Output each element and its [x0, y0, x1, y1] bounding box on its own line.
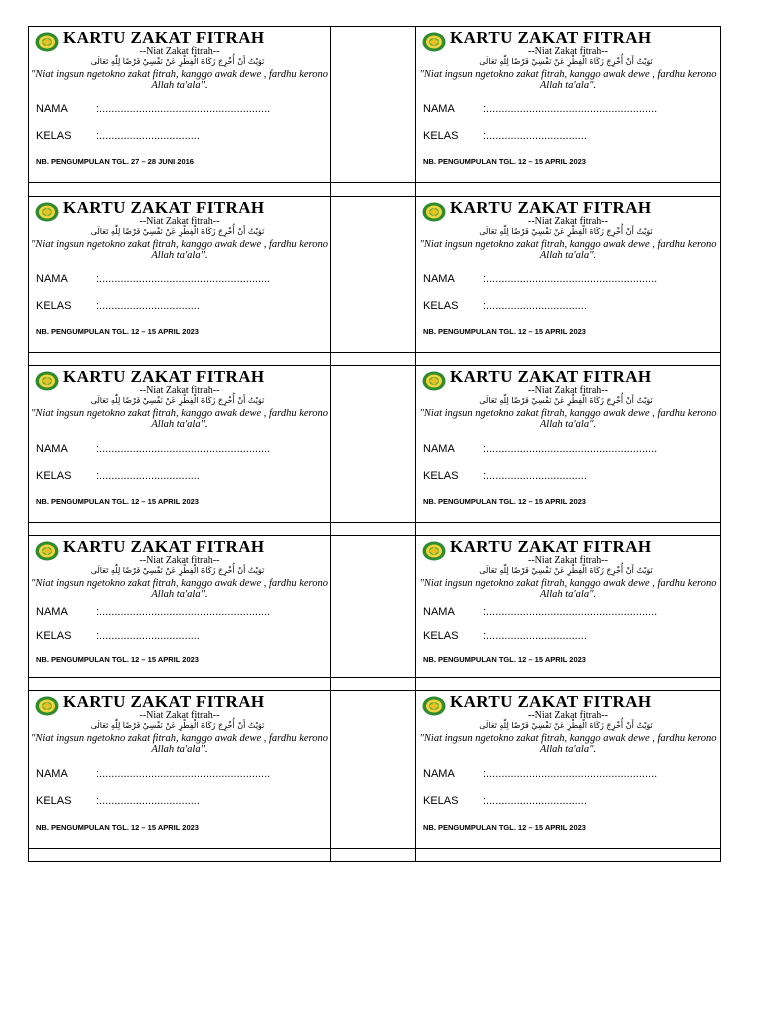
- nama-field: [423, 606, 657, 618]
- card-title: KARTU ZAKAT FITRAH: [450, 367, 652, 386]
- kelas-field: [423, 130, 587, 142]
- collection-date-note: NB. PENGUMPULAN TGL. 12 – 15 APRIL 2023: [36, 822, 199, 832]
- zakat-card-8: [416, 536, 720, 677]
- card-title: KARTU ZAKAT FITRAH: [63, 198, 265, 217]
- collection-date-note: NB. PENGUMPULAN TGL. 12 – 15 APRIL 2023: [423, 157, 586, 167]
- table-vertical-border: [330, 26, 331, 862]
- nama-label: NAMA: [423, 605, 455, 618]
- arabic-niat: نَوَيْتُ أَنْ أُخْرِجَ زَكَاةَ الْفِطْرِ عَنْ نَفْسِيْ فَرْضًا لِلّٰهِ تَعَالَى: [479, 566, 653, 575]
- kelas-blank: :.................................: [483, 629, 587, 642]
- kelas-field: [423, 300, 587, 312]
- collection-date-note: NB. PENGUMPULAN TGL. 12 – 15 APRIL 2023: [36, 327, 199, 337]
- nama-label: NAMA: [423, 273, 455, 286]
- collection-date-note: NB. PENGUMPULAN TGL. 12 – 15 APRIL 2023: [423, 654, 586, 664]
- zakat-card-10: [416, 691, 720, 848]
- niat-translation: "Niat ingsun ngetokno zakat fitrah, kanggo awak dewe , fardhu kerono Allah ta'ala".: [30, 408, 329, 430]
- nama-field: [423, 443, 657, 455]
- nama-label: NAMA: [36, 273, 68, 286]
- card-title: KARTU ZAKAT FITRAH: [450, 28, 652, 47]
- kelas-field: [36, 795, 200, 807]
- collection-date-note: NB. PENGUMPULAN TGL. 12 – 15 APRIL 2023: [423, 497, 586, 507]
- table-row-border: [28, 352, 721, 353]
- kelas-blank: :.................................: [483, 299, 587, 312]
- arabic-niat: نَوَيْتُ أَنْ أُخْرِجَ زَكَاةَ الْفِطْرِ عَنْ نَفْسِيْ فَرْضًا لِلّٰهِ تَعَالَى: [90, 721, 265, 730]
- kelas-blank: :.................................: [483, 129, 587, 142]
- zakat-card-6: [416, 366, 720, 522]
- zakat-card-2: [416, 27, 720, 182]
- card-title: KARTU ZAKAT FITRAH: [63, 692, 265, 711]
- niat-label: --Niat Zakat fitrah--: [139, 46, 220, 57]
- niat-label: --Niat Zakat fitrah--: [139, 555, 220, 566]
- niat-label: --Niat Zakat fitrah--: [528, 46, 608, 57]
- kelas-label: KELAS: [36, 469, 72, 482]
- niat-translation: "Niat ingsun ngetokno zakat fitrah, kanggo awak dewe , fardhu kerono Allah ta'ala".: [419, 69, 717, 91]
- niat-label: --Niat Zakat fitrah--: [528, 710, 608, 721]
- kelas-label: KELAS: [36, 129, 72, 142]
- niat-label: --Niat Zakat fitrah--: [139, 385, 220, 396]
- nama-blank: :........................................................: [483, 103, 658, 116]
- niat-translation: "Niat ingsun ngetokno zakat fitrah, kanggo awak dewe , fardhu kerono Allah ta'ala".: [30, 578, 329, 600]
- nama-blank: :........................................................: [96, 103, 271, 116]
- arabic-niat: نَوَيْتُ أَنْ أُخْرِجَ زَكَاةَ الْفِطْرِ عَنْ نَفْسِيْ فَرْضًا لِلّٰهِ تَعَالَى: [479, 57, 653, 66]
- nama-blank: :........................................................: [483, 442, 658, 455]
- kelas-label: KELAS: [423, 795, 459, 808]
- nama-field: [423, 768, 657, 780]
- nama-label: NAMA: [36, 605, 68, 618]
- nama-field: [36, 768, 270, 780]
- card-title: KARTU ZAKAT FITRAH: [450, 537, 652, 556]
- niat-translation: "Niat ingsun ngetokno zakat fitrah, kanggo awak dewe , fardhu kerono Allah ta'ala".: [419, 578, 717, 600]
- zakat-card-9: [29, 691, 330, 848]
- kelas-field: [36, 300, 200, 312]
- niat-translation: "Niat ingsun ngetokno zakat fitrah, kanggo awak dewe , fardhu kerono Allah ta'ala".: [419, 733, 717, 755]
- niat-translation: "Niat ingsun ngetokno zakat fitrah, kanggo awak dewe , fardhu kerono Allah ta'ala".: [30, 239, 329, 261]
- kelas-field: [423, 470, 587, 482]
- nama-blank: :........................................................: [483, 605, 658, 618]
- arabic-niat: نَوَيْتُ أَنْ أُخْرِجَ زَكَاةَ الْفِطْرِ عَنْ نَفْسِيْ فَرْضًا لِلّٰهِ تَعَالَى: [479, 721, 653, 730]
- niat-translation: "Niat ingsun ngetokno zakat fitrah, kanggo awak dewe , fardhu kerono Allah ta'ala".: [30, 733, 329, 755]
- zakat-card-5: [29, 366, 330, 522]
- nama-field: [423, 103, 657, 115]
- kelas-label: KELAS: [36, 299, 72, 312]
- card-title: KARTU ZAKAT FITRAH: [63, 537, 265, 556]
- zakat-card-7: [29, 536, 330, 677]
- card-title: KARTU ZAKAT FITRAH: [63, 28, 265, 47]
- nama-label: NAMA: [36, 768, 68, 781]
- niat-label: --Niat Zakat fitrah--: [139, 216, 220, 227]
- table-row-border: [28, 677, 721, 678]
- niat-label: --Niat Zakat fitrah--: [528, 555, 608, 566]
- kelas-blank: :.................................: [96, 629, 200, 642]
- table-row-border: [28, 848, 721, 849]
- card-title: KARTU ZAKAT FITRAH: [450, 198, 652, 217]
- zakat-card-3: [29, 197, 330, 352]
- table-row-border: [28, 522, 721, 523]
- nama-blank: :........................................................: [483, 768, 658, 781]
- niat-translation: "Niat ingsun ngetokno zakat fitrah, kanggo awak dewe , fardhu kerono Allah ta'ala".: [419, 239, 717, 261]
- kelas-blank: :.................................: [96, 469, 200, 482]
- nama-field: [36, 606, 270, 618]
- kelas-field: [423, 795, 587, 807]
- collection-date-note: NB. PENGUMPULAN TGL. 12 – 15 APRIL 2023: [423, 822, 586, 832]
- collection-date-note: NB. PENGUMPULAN TGL. 12 – 15 APRIL 2023: [423, 327, 586, 337]
- kelas-label: KELAS: [423, 129, 459, 142]
- nama-field: [36, 443, 270, 455]
- nama-blank: :........................................................: [483, 273, 658, 286]
- nama-label: NAMA: [423, 768, 455, 781]
- kelas-label: KELAS: [423, 629, 459, 642]
- arabic-niat: نَوَيْتُ أَنْ أُخْرِجَ زَكَاةَ الْفِطْرِ عَنْ نَفْسِيْ فَرْضًا لِلّٰهِ تَعَالَى: [90, 396, 265, 405]
- arabic-niat: نَوَيْتُ أَنْ أُخْرِجَ زَكَاةَ الْفِطْرِ عَنْ نَفْسِيْ فَرْضًا لِلّٰهِ تَعَالَى: [90, 566, 265, 575]
- table-vertical-border: [720, 26, 721, 862]
- nama-blank: :........................................................: [96, 442, 271, 455]
- nama-field: [423, 273, 657, 285]
- nama-label: NAMA: [36, 103, 68, 116]
- nama-label: NAMA: [423, 103, 455, 116]
- zakat-card-4: [416, 197, 720, 352]
- niat-label: --Niat Zakat fitrah--: [528, 385, 608, 396]
- arabic-niat: نَوَيْتُ أَنْ أُخْرِجَ زَكَاةَ الْفِطْرِ عَنْ نَفْسِيْ فَرْضًا لِلّٰهِ تَعَالَى: [90, 227, 265, 236]
- nama-label: NAMA: [36, 442, 68, 455]
- kelas-label: KELAS: [36, 795, 72, 808]
- kelas-label: KELAS: [423, 469, 459, 482]
- kelas-field: [36, 630, 200, 642]
- kelas-blank: :.................................: [96, 795, 200, 808]
- arabic-niat: نَوَيْتُ أَنْ أُخْرِجَ زَكَاةَ الْفِطْرِ عَنْ نَفْسِيْ فَرْضًا لِلّٰهِ تَعَالَى: [479, 396, 653, 405]
- card-title: KARTU ZAKAT FITRAH: [63, 367, 265, 386]
- arabic-niat: نَوَيْتُ أَنْ أُخْرِجَ زَكَاةَ الْفِطْرِ عَنْ نَفْسِيْ فَرْضًا لِلّٰهِ تَعَالَى: [479, 227, 653, 236]
- kelas-blank: :.................................: [96, 129, 200, 142]
- kelas-field: [423, 630, 587, 642]
- table-row-border: [28, 182, 721, 183]
- kelas-blank: :.................................: [96, 299, 200, 312]
- niat-translation: "Niat ingsun ngetokno zakat fitrah, kanggo awak dewe , fardhu kerono Allah ta'ala".: [30, 69, 329, 91]
- nama-label: NAMA: [423, 442, 455, 455]
- kelas-field: [36, 470, 200, 482]
- nama-blank: :........................................................: [96, 768, 271, 781]
- card-title: KARTU ZAKAT FITRAH: [450, 692, 652, 711]
- nama-field: [36, 103, 270, 115]
- table-row-border: [28, 861, 721, 862]
- collection-date-note: NB. PENGUMPULAN TGL. 12 – 15 APRIL 2023: [36, 654, 199, 664]
- kelas-blank: :.................................: [483, 795, 587, 808]
- collection-date-note: NB. PENGUMPULAN TGL. 12 – 15 APRIL 2023: [36, 497, 199, 507]
- zakat-card-1: [29, 27, 330, 182]
- kelas-field: [36, 130, 200, 142]
- niat-label: --Niat Zakat fitrah--: [139, 710, 220, 721]
- niat-label: --Niat Zakat fitrah--: [528, 216, 608, 227]
- arabic-niat: نَوَيْتُ أَنْ أُخْرِجَ زَكَاةَ الْفِطْرِ عَنْ نَفْسِيْ فَرْضًا لِلّٰهِ تَعَالَى: [90, 57, 265, 66]
- nama-blank: :........................................................: [96, 273, 271, 286]
- nama-field: [36, 273, 270, 285]
- niat-translation: "Niat ingsun ngetokno zakat fitrah, kanggo awak dewe , fardhu kerono Allah ta'ala".: [419, 408, 717, 430]
- nama-blank: :........................................................: [96, 605, 271, 618]
- collection-date-note: NB. PENGUMPULAN TGL. 27 – 28 JUNI 2016: [36, 157, 194, 167]
- kelas-label: KELAS: [36, 629, 72, 642]
- kelas-blank: :.................................: [483, 469, 587, 482]
- kelas-label: KELAS: [423, 299, 459, 312]
